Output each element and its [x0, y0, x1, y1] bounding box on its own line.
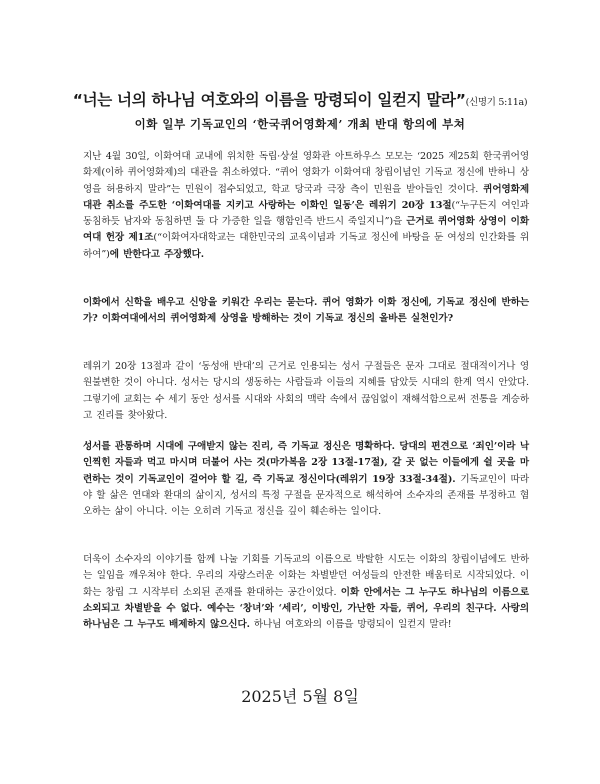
paragraph-5 — [83, 552, 529, 633]
bold-text-segment: 성서를 관통하며 시대에 구애받지 않는 진리, 즉 기독교 정신은 명확하다. 당대의 편견으로 ‘죄인’이라 낙인찍힌 자들과 먹고 마시며 더불어 사는 것(마가복음 2장 13절-17절), 갈 곳 없는 이들에게 쉴 곳을 마련하는 것이 기독교인이 걸어야 할 길, 즉 기독교 정신이다(레위기 19장 33절-34절). — [83, 441, 529, 485]
text-segment: 하나님 여호와의 이름을 망령되이 일컫지 말라! — [249, 619, 452, 631]
paragraph-1 — [83, 149, 529, 263]
title-scripture-reference: (신명기 5:11a) — [465, 97, 528, 108]
bold-text-segment: 이화 안에서는 그 누구도 하나님의 이름으로 소외되고 차별받을 수 없다. 예수는 ‘창녀’와 ‘세리’, 이방인, 가난한 자들, 퀴어, 우리의 친구다. 사랑의 하나님은 그 누구도 배제하지 않으신다. — [83, 586, 529, 631]
text-segment: 레위기 20장 13절과 같이 ‘동성애 반대’의 근거로 인용되는 성서 구절들은 문자 그대로 절대적이거나 영원불변한 것이 아니다. 성서는 당시의 생동하는 사람들과 이들의 지혜를 담았듯 시대의 한계 역시 안았다. 그렇기에 교회는 수 세기 동안 성서를 시대와 사회의 맥락 속에서 끊임없이 재해석함으로써 전통을 계승하고 진리를 찾아왔다. — [83, 361, 529, 421]
bold-text-segment: 이화에서 신학을 배우고 신앙을 키워간 우리는 묻는다. 퀴어 영화가 이화 정신에, 기독교 정신에 반하는가? 이화여대에서의 퀴어영화제 상영을 방해하는 것이 기독교 정신의 올바른 실천인가? — [83, 297, 529, 325]
text-segment: (“이화여자대학교는 대한민국의 교육이념과 기독교 정신에 바탕을 둔 여성의 인간화를 위하여”) — [83, 232, 530, 260]
paragraph-3 — [83, 359, 529, 424]
text-segment: (“누구든지 여인과 동침하듯 남자와 동침하면 둘 다 가증한 일을 행함인즉 반드시 죽일지니”)을 — [83, 199, 529, 228]
bold-text-segment: 근거로 퀴어영화 상영이 이화여대 헌장 제1조 — [83, 216, 529, 244]
bold-text-segment: 에 반한다고 주장했다. — [109, 248, 205, 260]
text-segment: 더욱이 소수자의 이야기를 함께 나눌 기회를 기독교의 이름으로 박탈한 시도는 이화의 창립이념에도 반하는 일임을 깨우쳐야 한다. 우리의 자랑스러운 이화는 차별받던 여성들의 안전한 배움터로 시작되었다. 이화는 창립 그 시작부터 소외된 존재를 환대하는 공간이었다. — [83, 554, 529, 598]
paragraph-4 — [83, 439, 529, 520]
bold-text-segment: 퀴어영화제 대관 취소를 주도한 ‘이화여대를 지키고 사랑하는 이화인 일동’은 레위기 20장 13절 — [83, 183, 529, 211]
paragraph-2 — [83, 295, 529, 328]
title-text: “너는 너의 하나님 여호와의 이름을 망령되이 일컫지 말라” — [72, 91, 466, 109]
text-segment: 지난 4월 30일, 이화여대 교내에 위치한 독립·상설 영화관 아트하우스 모모는 ‘2025 제25회 한국퀴어영화제(이하 퀴어영화제)의 대관을 취소하였다. “퀴어 영화가 이화여대 창립이념인 기독교 정신에 반하니 상영을 허용하지 말라”는 민원이 접수되었고, 학교 당국과 극장 측이 민원을 받아들인 것이다. — [83, 151, 529, 195]
text-segment: 기독교인이 따라야 할 삶은 연대와 환대의 삶이지, 성서의 특정 구절을 문자적으로 해석하여 소수자의 존재를 부정하고 혐오하는 삶이 아니다. 이는 오히려 기독교 정신을 깊이 훼손하는 일이다. — [83, 473, 529, 518]
document-date: 2025년 5월 8일 — [241, 687, 359, 706]
document-title — [0, 88, 600, 110]
document-subtitle: 이화 일부 기독교인의 ‘한국퀴어영화제’ 개최 반대 항의에 부쳐 — [134, 117, 466, 131]
